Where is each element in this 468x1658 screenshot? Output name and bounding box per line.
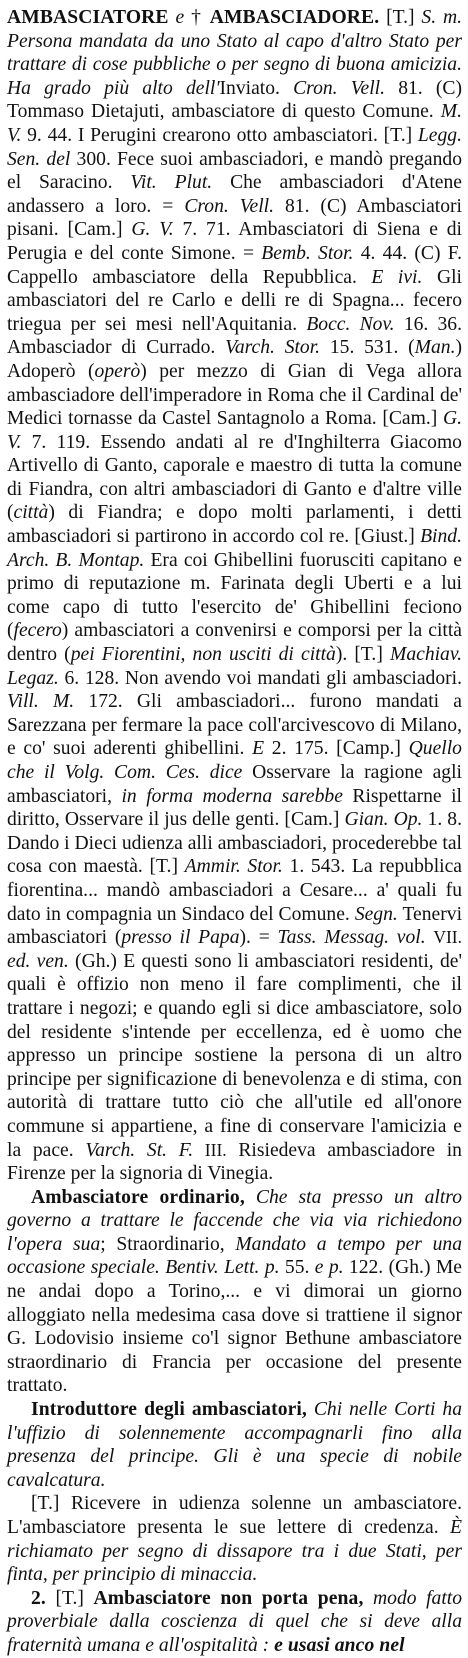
citation-source: Segn. (354, 903, 398, 925)
headword-variant: AMBASCIADORE. (209, 7, 380, 28)
sense-number: 2. (31, 1587, 46, 1609)
citation-text: ). = (239, 927, 270, 949)
citation-text: ) di Fiandra; e dopo molti parlamenti, i detti ambasciadori si partirono in accordo col re. [Giust.] (7, 502, 462, 548)
citation-source: Vill. M. (7, 691, 75, 713)
subentry-text: Ricevere in udienza solenne un ambasciatore. L'ambasciatore presenta le sue lettere di credenza. (7, 1493, 462, 1538)
citation-source: Vit. Plut. (130, 172, 213, 194)
citation-source: e p. (314, 1257, 344, 1279)
citation-text: 122. (Gh.) Me ne andai dopo a Torino,... e vi dimorai un giorno alloggiato nella medesima casa dove si trattiene il signor G. Lodovisio insieme co'l signor Bethune ambasciatore straordinario di Francia per occasione del presente trattato. (7, 1257, 462, 1397)
obsolete-mark: † (191, 7, 203, 28)
citation-source: Legg. Sen. del (7, 124, 462, 170)
citation-text: 6. 128. Non avendo voi mandati gli ambasciadori. (64, 667, 462, 689)
subentry-definition: Mandato a tempo per una occasione speciale. (7, 1233, 462, 1279)
citation-source: G. V. (7, 408, 462, 453)
citation-text: ) per mezzo di Gian di Vega allora ambasciadore dell'imperadore in Roma che il Cardinal de' Medici tornasse da Castel Santagnolo a Roma. [Cam.] (7, 360, 462, 430)
subentry-ambasciatore-ordinario (7, 1186, 462, 1398)
citation-source: Ammir. Stor. (184, 856, 283, 878)
citation-text: Tenervi ambasciatori ( (7, 903, 463, 949)
citation-text: 1. 543. La repubblica fiorentina... mandò ambasciadori a Cesare... a' quali fu dato in compagnia un Sindaco del Comune. (7, 856, 462, 925)
citation-text: ). [T.] (335, 644, 383, 666)
citation-text: ) ambasciatori a convenirsi e comporsi per la città dentro ( (7, 620, 462, 666)
subentry-udienza (7, 1492, 462, 1586)
citation-text: Era coi Ghibellini fuorusciti capitano e primo di reputazione m. Farinata degli Uberti e a lui come capo di tutto l'esercito de' Ghibellini feciono ( (7, 549, 463, 642)
volume-number: III. (204, 1139, 227, 1160)
citation-source: Gian. Op. (344, 809, 423, 831)
citation-text: 1. 8. Dando i Dieci udienza alli ambasciadori, procederebbe tal cosa con maestà. [T.] (7, 809, 462, 878)
source-tag: [T.] (386, 7, 415, 28)
definition: Persona mandata da uno Stato al capo d'altro Stato per trattare di cose pubbliche o per segno di buona amicizia. Ha grado più alto dell' (7, 30, 462, 99)
gloss: operò (94, 360, 141, 382)
citation-source: Bocc. Nov. (306, 313, 395, 335)
citation-text: Che ambasciadori d'Atene andassero a loro. = (7, 172, 462, 217)
citation-text: 81. (C) Tommaso Dietajuti, ambasciatore di questo Comune. (7, 77, 462, 123)
editor-note: Quello che il Volg. Com. Ces. dice (7, 738, 462, 783)
gloss: pei Fiorentini, non usciti di città (70, 644, 336, 666)
subentry-headword: Ambasciatore ordinario, (31, 1186, 245, 1208)
citation-text: 7. 71. Ambasciatori di Siena e di Perugia e del conte Simone. = (7, 219, 462, 264)
citation-source: Varch. St. F. (85, 1139, 194, 1161)
subentry-text: ; Straordinario, (100, 1233, 225, 1255)
citation-text: 300. Fece suoi ambasciadori, e mandò pregando el Saracino. (7, 148, 462, 194)
subentry-headword: Ambasciatore non porta pena, (93, 1587, 364, 1609)
citation-text: Gli ambasciatori del re Carlo e delli re di Spagna... fecero triegua per sei mesi nell'Aquitania. (7, 266, 462, 335)
citation-source: Tass. Messag. vol. (277, 927, 426, 949)
gloss: città (13, 502, 49, 524)
citation-text: 4. 44. (C) F. Cappello ambasciatore della Repubblica. (7, 242, 462, 288)
subentry-non-porta-pena (7, 1587, 462, 1658)
citation-text: 55. (284, 1257, 310, 1279)
citation-source: E (252, 738, 265, 760)
citation-source: ed. ven. (7, 950, 69, 972)
citation-source: Bemb. Stor. (261, 242, 354, 264)
subentry-text: e usasi anco nel (274, 1634, 405, 1656)
citation-text: 172. Gli ambasciadori... furono mandati a Sarezzana per fermare la pace coll'arcivescovo di Milano, e co' suoi aderenti ghibellini. (7, 691, 462, 760)
subentry-definition: Che sta presso un altro governo a trattare le faccende che via via richiedono l'opera sua (7, 1186, 463, 1255)
citation-text: 81. (C) Ambasciatori pisani. [Cam.] (7, 195, 462, 241)
citation-text: 2. 175. [Camp.] (271, 738, 401, 760)
citation-source: M. V. (7, 101, 462, 146)
citation-text: (Gh.) E questi sono li ambasciatori residenti, de' quali è offizio non meno il fare complimenti, che il trattare i negozi; e quando egli si dice ambasciatore, solo del residente s'intende per eccellenza, ed è uomo che appresso un principe sostiene la persona di un altro principe per significazione di benevolenza e di stima, con autorità di trattare tutto ciò che all'utile ed all'onore commune si appartiene, a fine di conservare l'amicizia e la pace. (7, 950, 462, 1161)
subentry-introduttore (7, 1398, 462, 1492)
citation-text: Risiedeva ambasciadore in Firenze per la signoria di Vinegia. (7, 1139, 462, 1185)
citation-text: 9. 44. I Perugini crearono otto ambasciatori. [T.] (27, 124, 413, 146)
editor-note: in forma moderna sarebbe (121, 785, 343, 807)
citation-source: Bind. Arch. B. Montap. (7, 526, 462, 571)
entry-ambasciatore (7, 6, 462, 1186)
part-of-speech: S. m. (421, 7, 463, 28)
subentry-definition: modo fatto proverbiale dalla coscienza di quel che si deve alla fraternità umana e all'ospitalità : (7, 1587, 463, 1656)
citation-text: Osservare la ragione agli ambasciatori, (7, 762, 462, 807)
citation-text: ) Adoperò ( (7, 337, 463, 382)
citation-source: Varch. Stor. (225, 337, 321, 359)
subentry-headword: Introduttore degli ambasciatori, (31, 1399, 307, 1421)
citation-text: 7. 119. Essendo andati al re d'Inghilterra Giacomo Artivello di Ganto, caporale e maestro di tutta la comune di Fiandra, con altri ambasciadori di Ganto e d'altre ville ( (7, 431, 462, 524)
citation-source: Bentiv. Lett. p. (165, 1257, 280, 1279)
citation-text: Rispettarne il diritto, Osservare il jus delle genti. [Cam.] (7, 785, 462, 831)
gloss: fecero (13, 620, 62, 642)
citation-source: G. V. (131, 219, 174, 241)
headword-conjunction: e (175, 7, 185, 28)
citation-source: E ivi. (371, 266, 423, 288)
source-tag: [T.] (31, 1493, 60, 1515)
definition-end: Inviato. (219, 77, 280, 99)
citation-source: Cron. Vell. (293, 77, 386, 99)
editor-mark: Man. (414, 337, 456, 359)
source-tag: [T.] (55, 1587, 84, 1609)
volume-number: VII. (433, 927, 462, 948)
subentry-definition: Chi nelle Corti ha l'uffizio di solennemente accompagnarli fino alla presenza del principe. Gli è una specie di nobile cavalcatura. (7, 1399, 462, 1491)
citation-text: 15. 531. ( (329, 337, 415, 359)
subentry-definition: È richiamato per segno di dissapore tra i due Stati, per finta, per principio di minaccia. (7, 1517, 462, 1586)
citation-text: 16. 36. Ambasciador di Currado. (7, 313, 463, 359)
headword: AMBASCIATORE (7, 7, 169, 28)
gloss: presso il Papa (121, 927, 240, 949)
citation-source: Machiav. Legaz. (7, 644, 462, 689)
citation-source: Cron. Vell. (184, 195, 275, 217)
